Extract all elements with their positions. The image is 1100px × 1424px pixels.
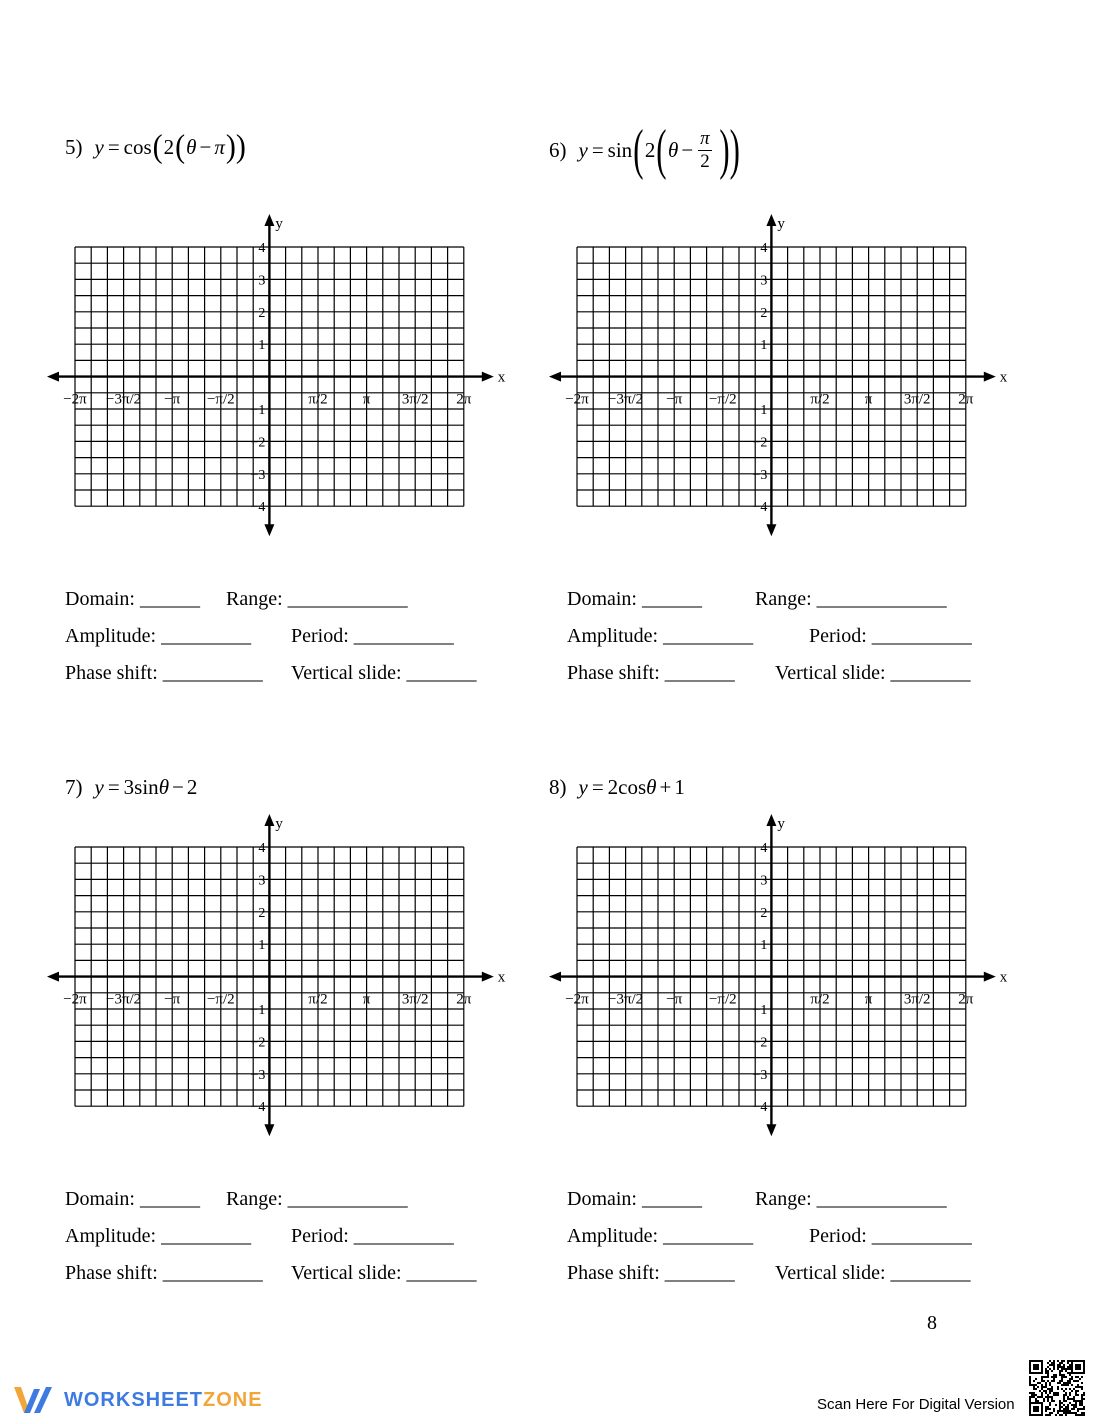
x-tick-label: −π/2 xyxy=(206,991,235,1008)
phase-shift-field[interactable]: Phase shift: _______ xyxy=(567,662,735,684)
x-tick-label: −2π xyxy=(565,991,589,1008)
x-tick-label: 2π xyxy=(958,391,974,408)
y-tick-label: 4 xyxy=(760,241,768,256)
x-axis-label: x xyxy=(497,369,506,386)
y-tick-label: −2 xyxy=(250,1035,266,1051)
y-tick-label: −2 xyxy=(250,435,266,451)
period-field[interactable]: Period: __________ xyxy=(809,1225,972,1247)
x-tick-label: 3π/2 xyxy=(401,391,429,408)
y-tick-label: 2 xyxy=(760,905,768,921)
x-tick-label: π/2 xyxy=(810,391,830,408)
y-tick-label: 1 xyxy=(760,938,768,954)
y-tick-label: 3 xyxy=(760,873,768,889)
coordinate-grid xyxy=(45,812,510,1142)
problem-number: 7) xyxy=(65,775,83,799)
amplitude-field[interactable]: Amplitude: _________ xyxy=(65,1225,252,1247)
y-tick-label: −1 xyxy=(250,403,266,418)
x-tick-label: 2π xyxy=(456,991,472,1008)
x-tick-label: π/2 xyxy=(308,391,328,408)
x-arrow-right-icon xyxy=(984,972,996,982)
y-arrow-down-icon xyxy=(766,524,776,536)
range-field[interactable]: Range: _____________ xyxy=(755,1188,947,1210)
brand-name: WORKSHEETZONE xyxy=(64,1388,263,1411)
y-tick-label: 1 xyxy=(258,938,266,954)
equation-7: 7) y = 3 sin θ − 2 xyxy=(65,775,198,799)
y-tick-label: 3 xyxy=(760,273,768,289)
x-tick-label: 2π xyxy=(456,391,472,408)
x-axis-label: x xyxy=(999,369,1008,386)
x-tick-label: π xyxy=(362,391,371,408)
range-field[interactable]: Range: ____________ xyxy=(226,588,408,610)
y-tick-label: −3 xyxy=(752,1067,768,1083)
x-arrow-right-icon xyxy=(482,972,494,982)
phase-shift-field[interactable]: Phase shift: __________ xyxy=(65,662,263,684)
x-tick-label: −2π xyxy=(63,991,87,1008)
y-axis-label: y xyxy=(275,816,283,832)
y-arrow-up-icon xyxy=(766,814,776,826)
coordinate-grid xyxy=(547,212,1012,542)
period-field[interactable]: Period: __________ xyxy=(291,1225,454,1247)
page-number: 8 xyxy=(927,1312,937,1334)
range-field[interactable]: Range: _____________ xyxy=(755,588,947,610)
y-axis-label: y xyxy=(777,816,785,832)
y-arrow-down-icon xyxy=(766,1124,776,1136)
y-tick-label: 4 xyxy=(258,241,266,256)
y-arrow-up-icon xyxy=(766,214,776,226)
problem-5 xyxy=(0,0,506,684)
y-tick-label: 1 xyxy=(760,338,768,354)
range-field[interactable]: Range: ____________ xyxy=(226,1188,408,1210)
y-tick-label: 2 xyxy=(760,305,768,321)
y-tick-label: −2 xyxy=(752,1035,768,1051)
y-tick-label: −3 xyxy=(250,467,266,483)
x-axis-label: x xyxy=(497,969,506,986)
domain-field[interactable]: Domain: ______ xyxy=(567,1188,702,1210)
y-tick-label: 2 xyxy=(258,305,266,321)
y-tick-label: −3 xyxy=(250,1067,266,1083)
domain-field[interactable]: Domain: ______ xyxy=(65,588,200,610)
phase-shift-field[interactable]: Phase shift: _______ xyxy=(567,1262,735,1284)
problem-6 xyxy=(502,0,1008,684)
x-tick-label: −π/2 xyxy=(708,991,737,1008)
x-tick-label: −π xyxy=(666,391,683,408)
x-tick-label: −2π xyxy=(565,391,589,408)
qr-code-icon[interactable] xyxy=(1029,1360,1085,1416)
vertical-slide-field[interactable]: Vertical slide: ________ xyxy=(775,662,971,684)
amplitude-field[interactable]: Amplitude: _________ xyxy=(567,1225,754,1247)
x-arrow-left-icon xyxy=(549,372,561,382)
coordinate-grid xyxy=(547,812,1012,1142)
problem-number: 8) xyxy=(549,775,567,799)
y-arrow-up-icon xyxy=(264,814,274,826)
x-arrow-left-icon xyxy=(47,372,59,382)
x-tick-label: π xyxy=(362,991,371,1008)
vertical-slide-field[interactable]: Vertical slide: _______ xyxy=(291,1262,477,1284)
x-tick-label: π/2 xyxy=(308,991,328,1008)
equation-8: 8) y = 2 cos θ + 1 xyxy=(549,775,685,799)
x-arrow-right-icon xyxy=(482,372,494,382)
problem-number: 5) xyxy=(65,134,83,159)
x-tick-label: −π xyxy=(666,991,683,1008)
y-tick-label: 4 xyxy=(760,841,768,856)
x-tick-label: π/2 xyxy=(810,991,830,1008)
x-tick-label: −2π xyxy=(63,391,87,408)
period-field[interactable]: Period: __________ xyxy=(809,625,972,647)
equation-6: 6) y = sin ( 2 ( θ − $\frac{\pi}{2}$ )) xyxy=(549,119,740,181)
logo-mark-icon xyxy=(12,1383,58,1417)
y-tick-label: −4 xyxy=(250,1100,266,1116)
x-arrow-left-icon xyxy=(47,972,59,982)
y-tick-label: −4 xyxy=(752,1100,768,1116)
x-tick-label: π xyxy=(864,991,873,1008)
x-tick-label: 2π xyxy=(958,991,974,1008)
y-tick-label: −1 xyxy=(752,403,768,418)
x-tick-label: −3π/2 xyxy=(105,391,142,408)
domain-field[interactable]: Domain: ______ xyxy=(567,588,702,610)
vertical-slide-field[interactable]: Vertical slide: _______ xyxy=(291,662,477,684)
x-tick-label: −π xyxy=(164,991,181,1008)
domain-field[interactable]: Domain: ______ xyxy=(65,1188,200,1210)
y-tick-label: −2 xyxy=(752,435,768,451)
y-arrow-up-icon xyxy=(264,214,274,226)
amplitude-field[interactable]: Amplitude: _________ xyxy=(567,625,754,647)
equation-5: 5) y = cos ( 2 ( θ − π )) xyxy=(65,128,246,165)
coordinate-grid xyxy=(45,212,510,542)
problem-number: 6) xyxy=(549,137,567,162)
x-tick-label: −3π/2 xyxy=(105,991,142,1008)
y-tick-label: −1 xyxy=(752,1003,768,1018)
y-tick-label: −4 xyxy=(752,500,768,516)
x-tick-label: π xyxy=(864,391,873,408)
problem-7 xyxy=(0,600,506,1284)
x-tick-label: 3π/2 xyxy=(401,991,429,1008)
x-axis-label: x xyxy=(999,969,1008,986)
x-arrow-right-icon xyxy=(984,372,996,382)
amplitude-field[interactable]: Amplitude: _________ xyxy=(65,625,252,647)
x-tick-label: −π/2 xyxy=(206,391,235,408)
x-tick-label: −π xyxy=(164,391,181,408)
y-tick-label: −3 xyxy=(752,467,768,483)
scan-text: Scan Here For Digital Version xyxy=(817,1396,1015,1413)
y-arrow-down-icon xyxy=(264,1124,274,1136)
period-field[interactable]: Period: __________ xyxy=(291,625,454,647)
x-tick-label: −3π/2 xyxy=(607,391,644,408)
phase-shift-field[interactable]: Phase shift: __________ xyxy=(65,1262,263,1284)
y-axis-label: y xyxy=(275,216,283,232)
x-tick-label: 3π/2 xyxy=(903,391,931,408)
y-tick-label: −4 xyxy=(250,500,266,516)
y-tick-label: 1 xyxy=(258,338,266,354)
worksheetzone-logo xyxy=(12,1383,263,1417)
y-axis-label: y xyxy=(777,216,785,232)
x-tick-label: −π/2 xyxy=(708,391,737,408)
y-arrow-down-icon xyxy=(264,524,274,536)
x-arrow-left-icon xyxy=(549,972,561,982)
problem-8 xyxy=(502,600,1008,1284)
y-tick-label: −1 xyxy=(250,1003,266,1018)
y-tick-label: 3 xyxy=(258,273,266,289)
x-tick-label: −3π/2 xyxy=(607,991,644,1008)
x-tick-label: 3π/2 xyxy=(903,991,931,1008)
y-tick-label: 4 xyxy=(258,841,266,856)
vertical-slide-field[interactable]: Vertical slide: ________ xyxy=(775,1262,971,1284)
y-tick-label: 2 xyxy=(258,905,266,921)
y-tick-label: 3 xyxy=(258,873,266,889)
